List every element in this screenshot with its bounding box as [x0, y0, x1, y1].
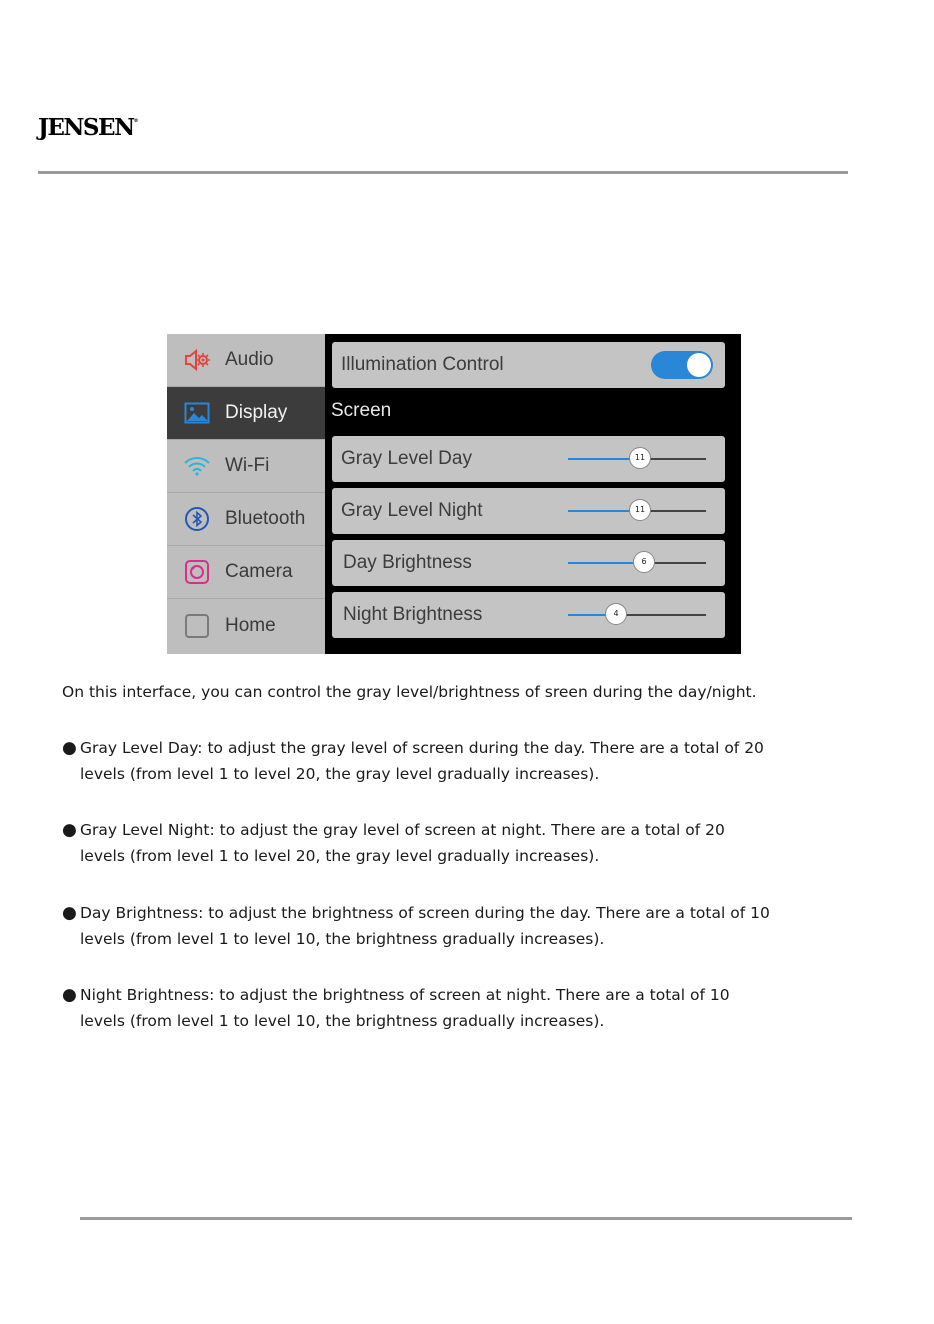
bullet-day-brightness [62, 901, 770, 952]
sidebar-item-label: Bluetooth [225, 508, 306, 529]
bullet-line: Day Brightness: to adjust the brightness of screen during the day. There are a total of 10 [80, 904, 770, 922]
gray-level-day-row [332, 436, 725, 482]
gray-level-night-label: Gray Level Night [341, 500, 483, 521]
section-title-screen: Screen [331, 400, 392, 421]
speaker-settings-icon [183, 346, 211, 374]
home-square-icon [183, 612, 211, 640]
bullet-line: levels (from level 1 to level 20, the gray level gradually increases). [80, 846, 600, 865]
jensen-logo [38, 114, 139, 141]
bullet-marker: ● [62, 738, 77, 758]
illumination-control-label: Illumination Control [341, 354, 504, 375]
bullet-line: Gray Level Day: to adjust the gray level of screen during the day. There are a total of 20 [80, 739, 764, 757]
display-settings-panel [331, 334, 741, 654]
footer-divider [80, 1217, 852, 1220]
bullet-line: Gray Level Night: to adjust the gray level of screen at night. There are a total of 20 [80, 821, 725, 839]
bullet-line: Night Brightness: to adjust the brightness of screen at night. There are a total of 10 [80, 986, 730, 1004]
night-brightness-slider[interactable] [568, 609, 706, 618]
wifi-icon [183, 452, 211, 480]
image-icon [183, 399, 211, 427]
slider-thumb[interactable]: 6 [633, 551, 655, 573]
sidebar-item-label: Display [225, 402, 288, 423]
gray-level-day-label: Gray Level Day [341, 448, 472, 469]
logo-text: JENSEN [38, 114, 134, 141]
slider-thumb[interactable]: 11 [629, 499, 651, 521]
bluetooth-icon [183, 505, 211, 533]
bullet-night-brightness [62, 983, 730, 1034]
bullet-line: levels (from level 1 to level 10, the brightness gradually increases). [80, 929, 605, 948]
bullet-gray-level-day [62, 736, 764, 787]
header-divider [38, 171, 848, 174]
illumination-toggle[interactable] [651, 351, 713, 379]
day-brightness-slider[interactable] [568, 557, 706, 566]
illumination-control-row[interactable] [332, 342, 725, 388]
bullet-line: levels (from level 1 to level 20, the gray level gradually increases). [80, 764, 600, 783]
sidebar-item-label: Camera [225, 561, 293, 582]
day-brightness-row [332, 540, 725, 586]
sidebar-item-bluetooth[interactable] [167, 493, 325, 546]
toggle-knob [687, 353, 711, 377]
sidebar-item-label: Wi-Fi [225, 455, 270, 476]
intro-paragraph: On this interface, you can control the gray level/brightness of sreen during the day/night. [62, 683, 757, 701]
sidebar-item-camera[interactable] [167, 546, 325, 599]
sidebar-item-display[interactable] [167, 387, 325, 440]
night-brightness-label: Night Brightness [343, 604, 483, 625]
bullet-line: levels (from level 1 to level 10, the brightness gradually increases). [80, 1011, 605, 1030]
sidebar-item-home[interactable] [167, 599, 325, 652]
sidebar-item-wifi[interactable] [167, 440, 325, 493]
bullet-marker: ● [62, 903, 77, 923]
settings-sidebar [167, 334, 325, 654]
bullet-marker: ● [62, 985, 77, 1005]
bullet-gray-level-night [62, 818, 725, 869]
display-settings-screenshot [167, 334, 741, 654]
bullet-marker: ● [62, 820, 77, 840]
slider-thumb[interactable]: 11 [629, 447, 651, 469]
day-brightness-label: Day Brightness [343, 552, 472, 573]
gray-level-day-slider[interactable] [568, 453, 706, 462]
camera-icon [183, 558, 211, 586]
registered-mark: ® [133, 118, 139, 124]
night-brightness-row [332, 592, 725, 638]
gray-level-night-slider[interactable] [568, 505, 706, 514]
gray-level-night-row [332, 488, 725, 534]
sidebar-item-audio[interactable] [167, 334, 325, 387]
sidebar-item-label: Home [225, 614, 276, 636]
sidebar-item-label: Audio [225, 349, 274, 370]
slider-thumb[interactable]: 4 [605, 603, 627, 625]
